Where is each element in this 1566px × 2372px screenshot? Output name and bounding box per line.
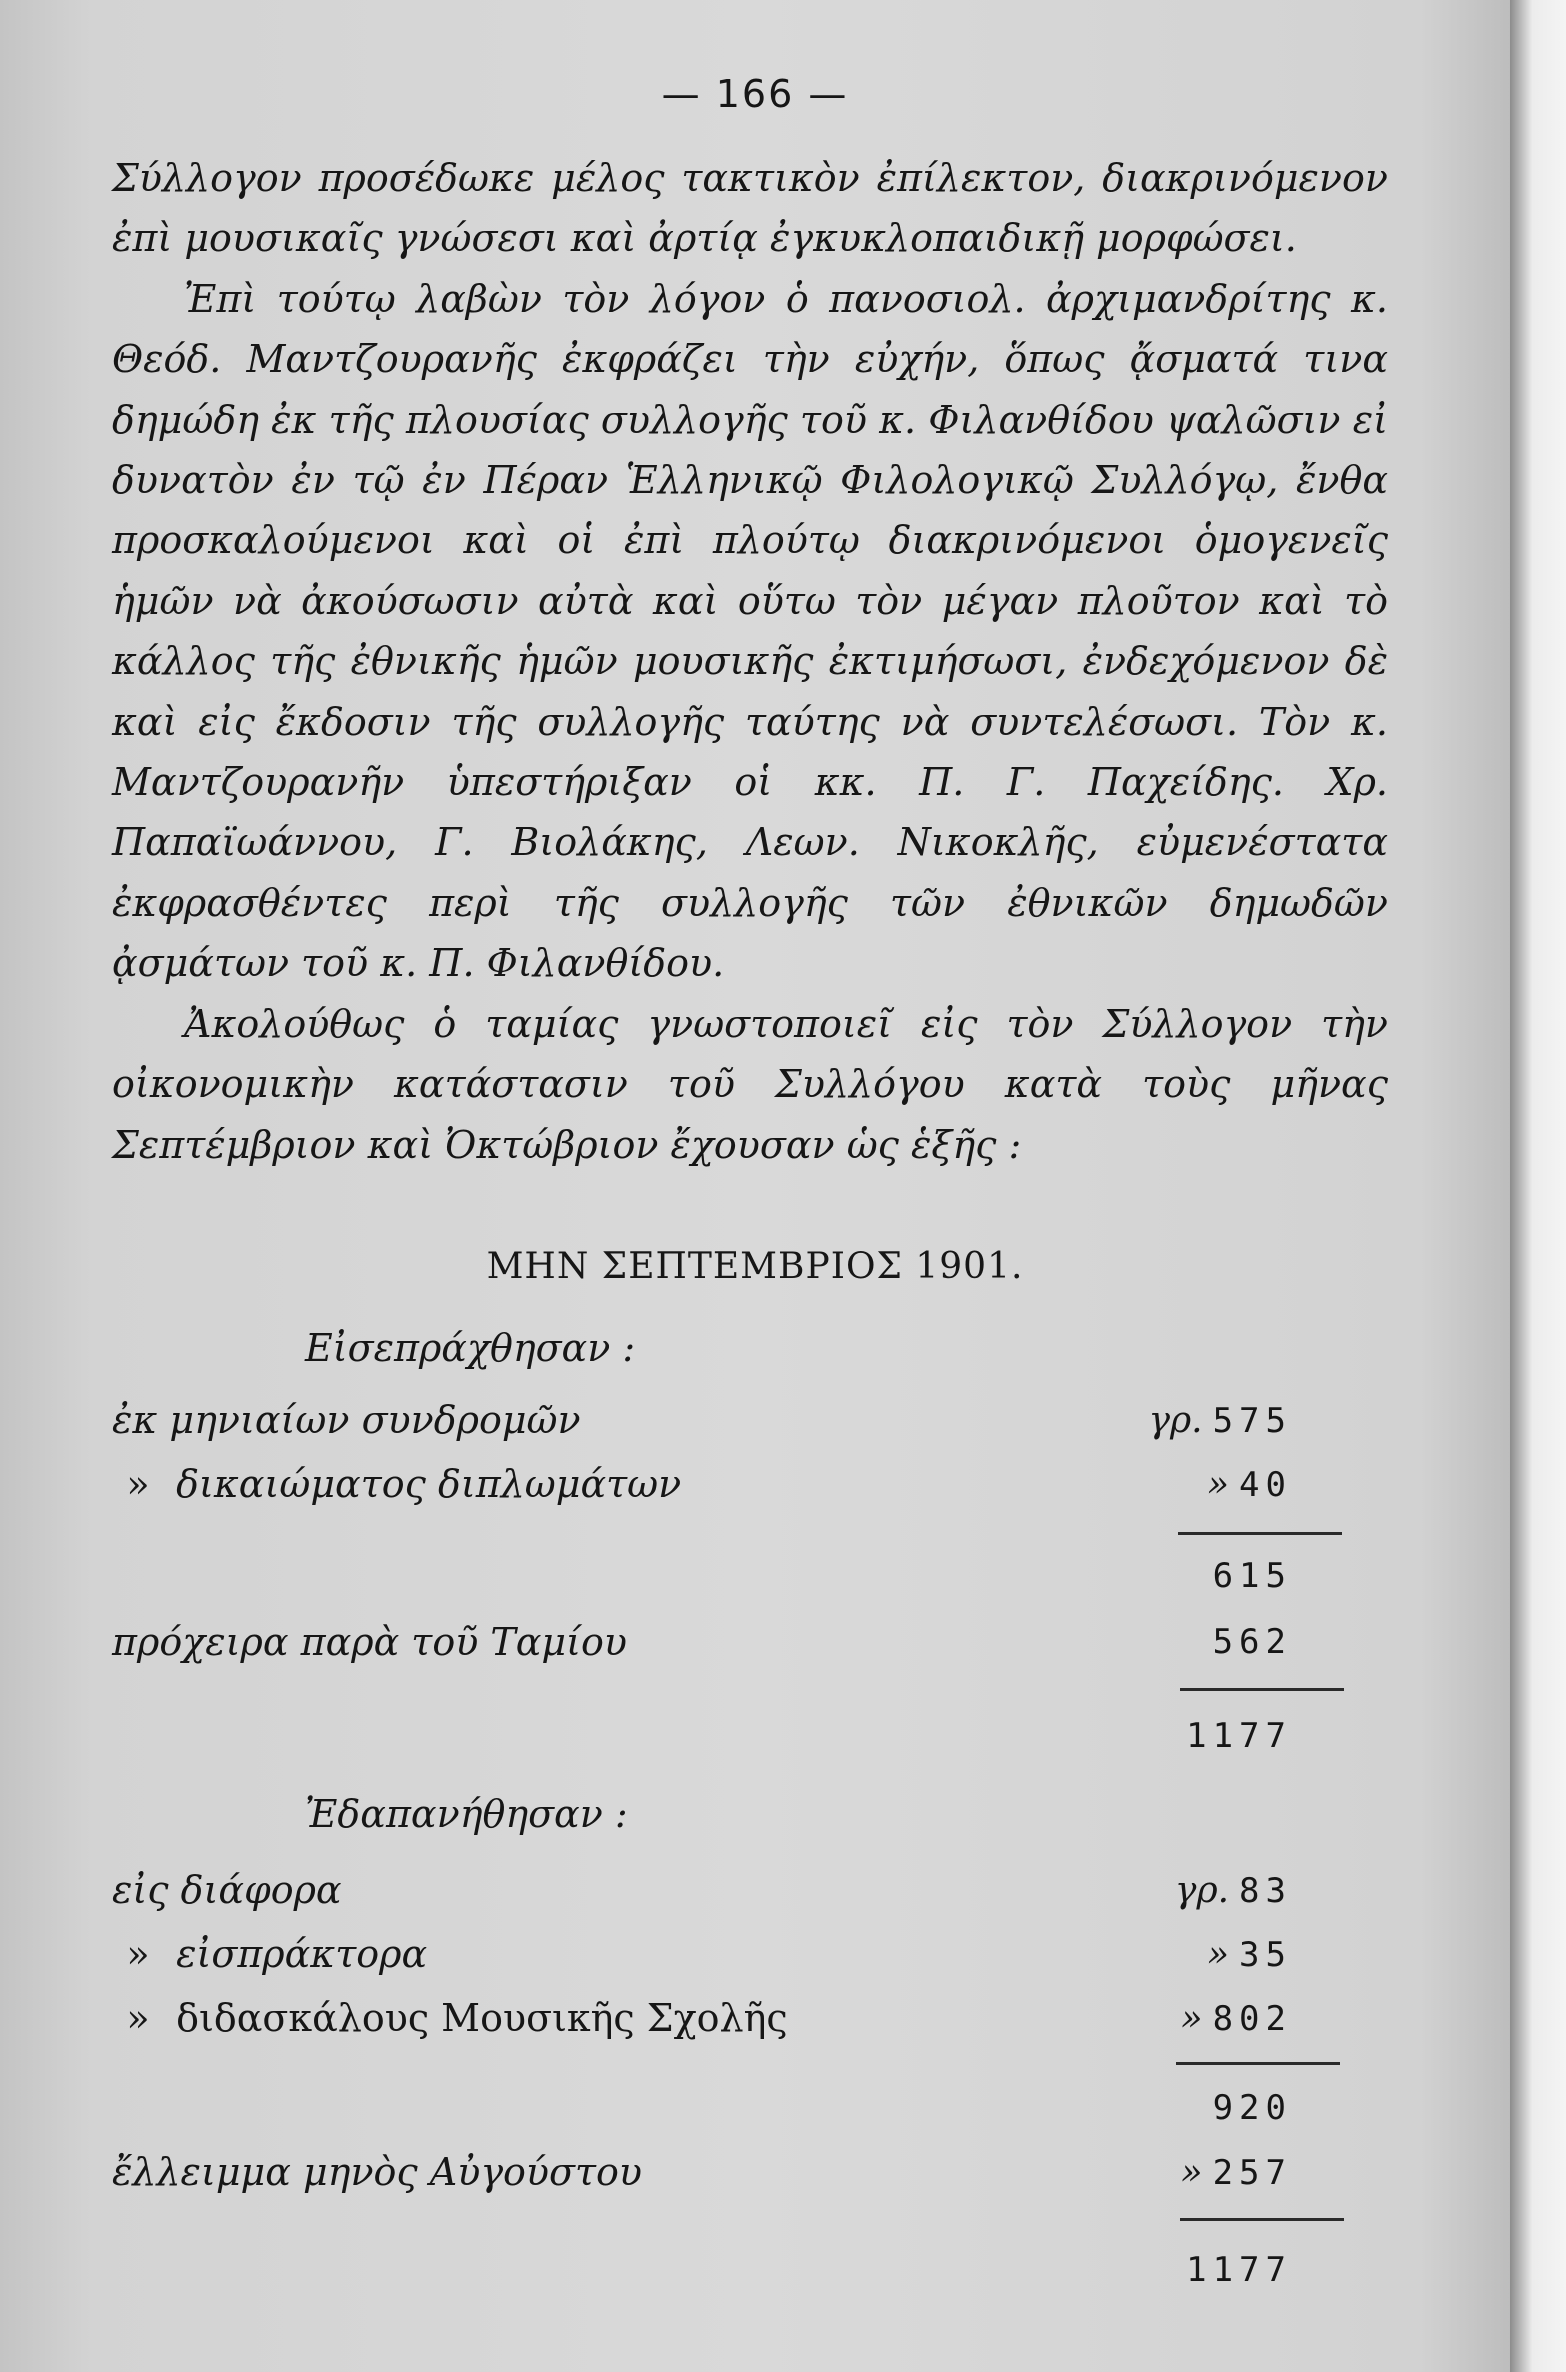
expense-row-2-label: » εἰσπράκτορα	[112, 1932, 427, 1976]
sum-rule	[1176, 2062, 1340, 2065]
currency-unit: γρ.	[1148, 1400, 1203, 1441]
ditto-mark: »	[1180, 1998, 1203, 2039]
income-subtotal: 615	[1212, 1556, 1292, 1596]
deficit-label: ἔλλειμμα μηνὸς Αὐγούστου	[112, 2150, 642, 2194]
expense-row-3-amount: » 802	[1180, 1998, 1292, 2039]
expense-row-1-label: εἰς διάφορα	[112, 1868, 342, 1912]
expense-row-1-amount: γρ. 83	[1174, 1870, 1292, 1911]
page-number: — 166 —	[661, 72, 849, 116]
expense-total: 1177	[1186, 2250, 1292, 2290]
sum-rule	[1180, 2218, 1344, 2221]
sum-rule	[1180, 1688, 1344, 1691]
paragraph-2: Ἐπὶ τούτῳ λαβὼν τὸν λόγον ὁ πανοσιολ. ἀρχιμανδρίτης κ. Θεόδ. Μαντζουρανῆς ἐκφράζει τὴν εὐχήν, ὅπως ᾄσματά τινα δημώδη ἐκ τῆς πλουσίας συλλογῆς τοῦ κ. Φιλανθίδου ψαλῶσιν εἰ δυνατὸν ἐν τῷ ἐν Πέραν Ἑλληνικῷ Φιλολογικῷ Συλλόγῳ, ἔνθα προσκαλούμενοι καὶ οἱ ἐπὶ πλούτῳ διακρινόμενοι ὁμογενεῖς ἡμῶν νὰ ἀκούσωσιν αὐτὰ καὶ οὕτω τὸν μέγαν πλοῦτον καὶ τὸ κάλλος τῆς ἐθνικῆς ἡμῶν μουσικῆς ἐκτιμήσωσι, ἐνδεχόμενον δὲ καὶ εἰς ἔκδοσιν τῆς συλλογῆς ταύτης νὰ συντελέσωσι. Τὸν κ. Μαντζουρανῆν ὑπεστήριξαν οἱ κκ. Π. Γ. Παχείδης. Χρ. Παπαϊωάννου, Γ. Βιολάκης, Λεων. Νικοκλῆς, εὐμενέστατα ἐκφρασθέντες περὶ τῆς συλλογῆς τῶν ἐθνικῶν δημωδῶν ᾀσμάτων τοῦ κ. Π. Φιλανθίδου.	[112, 276, 1388, 986]
accounts-title: ΜΗΝ ΣΕΠΤΕΜΒΡΙΟΣ 1901.	[486, 1246, 1024, 1287]
income-row-2-label: » δικαιώματος διπλωμάτων	[112, 1462, 681, 1506]
body-text	[112, 148, 1388, 1175]
income-row-1-amount: γρ. 575	[1148, 1400, 1292, 1441]
ditto-mark: »	[1180, 2152, 1203, 2193]
currency-unit: γρ.	[1174, 1870, 1230, 1911]
income-heading: Εἰσεπράχθησαν :	[305, 1326, 636, 1370]
advance-label: πρόχειρα παρὰ τοῦ Ταμίου	[112, 1620, 627, 1664]
income-row-2-amount: » 40	[1207, 1464, 1292, 1505]
ditto-mark: »	[1207, 1464, 1230, 1505]
ditto-mark: »	[1207, 1934, 1230, 1975]
ditto-mark: »	[126, 1996, 150, 2040]
expense-subtotal: 920	[1212, 2088, 1292, 2128]
ditto-mark: »	[126, 1462, 150, 1506]
income-row-1-label: ἐκ μηνιαίων συνδρομῶν	[112, 1398, 581, 1442]
paragraph-1: Σύλλογον προσέδωκε μέλος τακτικὸν ἐπίλεκτον, διακρινόμενον ἐπὶ μουσικαῖς γνώσεσι καὶ ἀρτίᾳ ἐγκυκλοπαιδικῇ μορφώσει.	[112, 156, 1388, 261]
expense-heading: Ἐδαπανήθησαν :	[305, 1792, 628, 1836]
deficit-amount: » 257	[1180, 2152, 1292, 2193]
ditto-mark: »	[126, 1932, 150, 1976]
paragraph-3: Ἀκολούθως ὁ ταμίας γνωστοποιεῖ εἰς τὸν Σύλλογον τὴν οἰκονομικὴν κατάστασιν τοῦ Συλλόγου κατὰ τοὺς μῆνας Σεπτέμβριον καὶ Ὀκτώβριον ἔχουσαν ὡς ἑξῆς :	[112, 1001, 1388, 1167]
expense-row-3-label: » διδασκάλους Μουσικῆς Σχολῆς	[112, 1996, 788, 2040]
sum-rule	[1178, 1532, 1342, 1535]
expense-row-2-amount: » 35	[1207, 1934, 1292, 1975]
page-binding-edge	[1510, 0, 1566, 2372]
advance-amount: 562	[1212, 1622, 1292, 1662]
income-total: 1177	[1186, 1716, 1292, 1756]
